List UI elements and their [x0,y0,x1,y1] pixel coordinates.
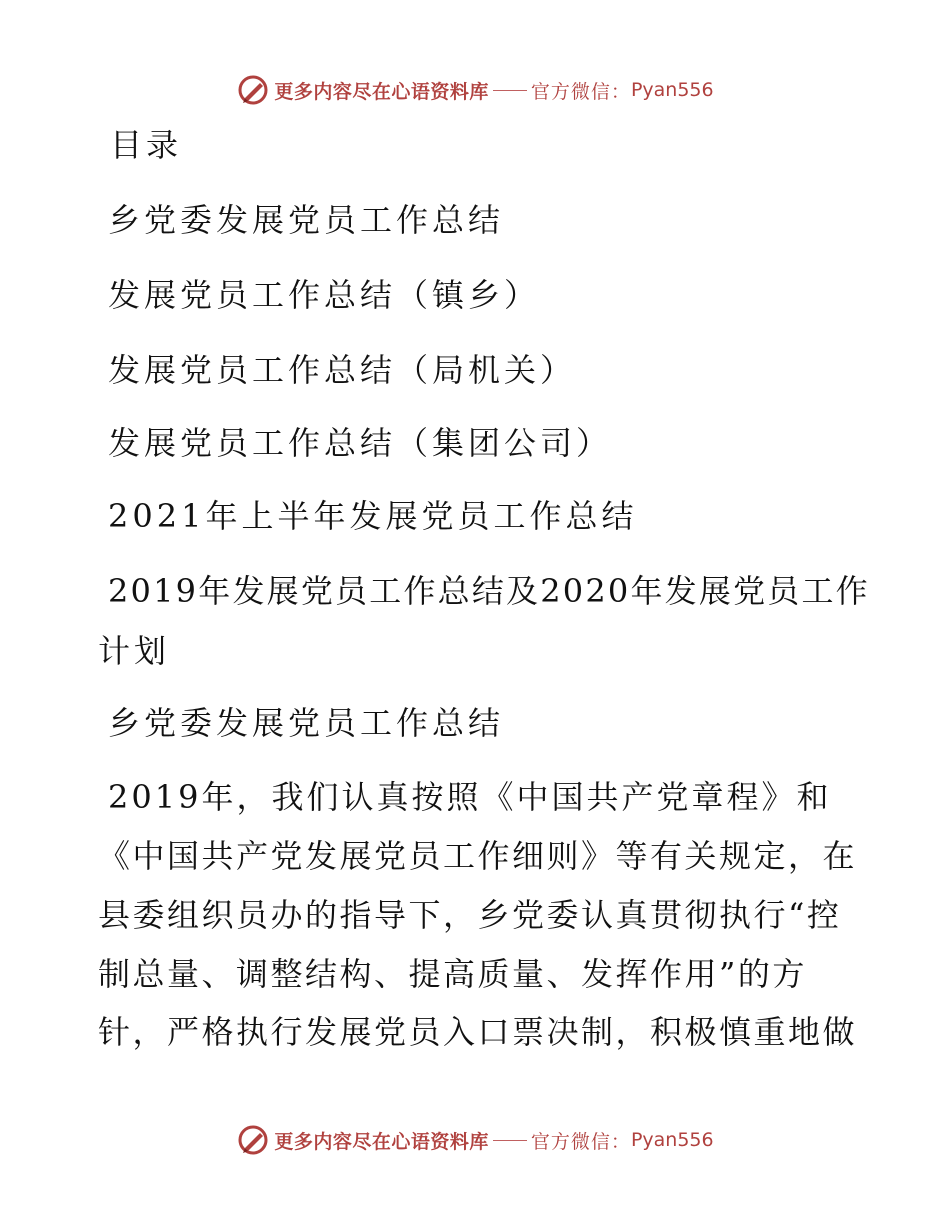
footer-banner [0,1120,950,1160]
brand-text: 更多内容尽在心语资料库 [274,80,489,103]
paragraph-line-4: 制总量、调整结构、提高质量、发挥作用”的方 [98,955,807,993]
pen-logo-icon [236,73,270,107]
divider-dash [493,90,527,91]
wechat-id: Pyan556 [630,79,714,101]
section-title: 乡党委发展党员工作总结 [108,704,505,742]
toc-item-6: 2019年发展党员工作总结及2020年发展党员工作 [108,572,870,610]
wechat-label: 官方微信： [530,80,631,103]
paragraph-line-3: 县委组织员办的指导下，乡党委认真贯彻执行“控 [98,896,842,934]
toc-item-1: 乡党委发展党员工作总结 [108,201,505,239]
toc-item-3: 发展党员工作总结（局机关） [108,351,577,389]
divider-dash [493,1140,527,1141]
brand-text: 更多内容尽在心语资料库 [274,1130,489,1153]
paragraph-line-2: 《中国共产党发展党员工作细则》等有关规定，在 [98,837,858,875]
pen-logo-icon [236,1123,270,1157]
paragraph-line-1: 2019年，我们认真按照《中国共产党章程》和 [108,778,832,816]
toc-item-6-cont: 计划 [98,632,171,670]
toc-item-4: 发展党员工作总结（集团公司） [108,424,613,462]
toc-heading: 目录 [110,126,183,164]
wechat-label: 官方微信： [530,1130,631,1153]
toc-item-5: 2021年上半年发展党员工作总结 [108,497,638,535]
header-banner [0,70,950,110]
wechat-id: Pyan556 [630,1129,714,1151]
toc-item-2: 发展党员工作总结（镇乡） [108,276,541,314]
paragraph-line-5: 针，严格执行发展党员入口票决制，积极慎重地做 [98,1013,858,1051]
